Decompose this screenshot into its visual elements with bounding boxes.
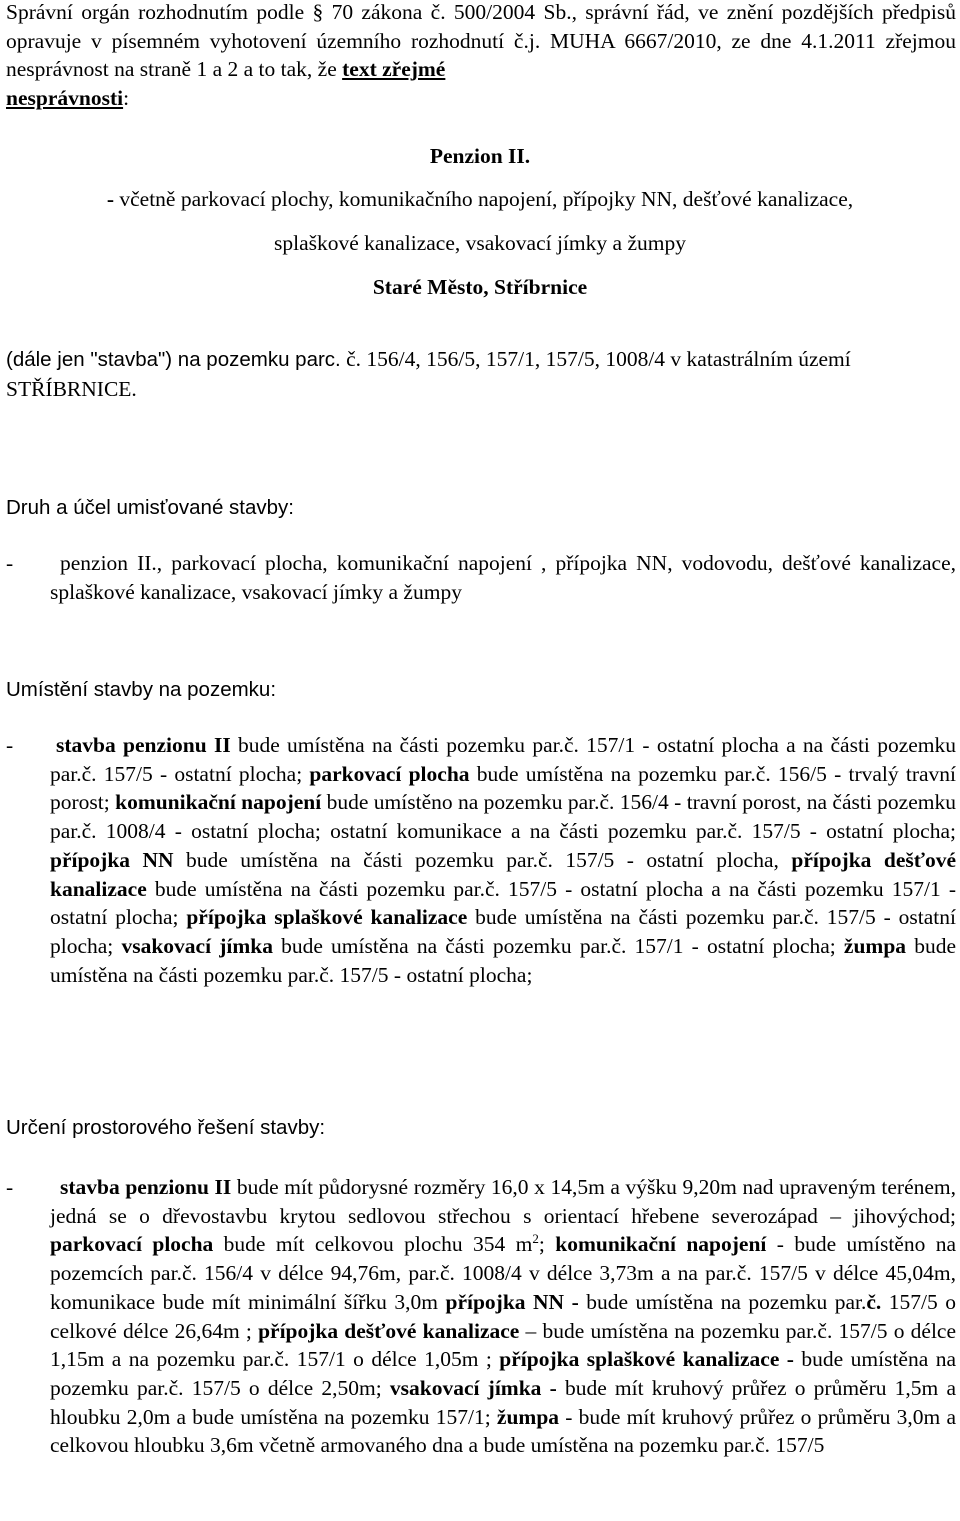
bold-term: komunikační napojení	[555, 1232, 767, 1257]
list-dash: -	[6, 551, 14, 575]
bold-term: č.	[866, 1289, 882, 1314]
text-run: 157/5 o celkové délce 26,64m ;	[50, 1289, 956, 1343]
parcels-paragraph	[6, 345, 956, 403]
druh-text: penzion II., parkovací plocha, komunikační napojení , přípojka NN, vodovodu, dešťové kanalizace, splaškové kanalizace, vsakovací jímky a žumpy	[50, 551, 956, 604]
bold-term: přípojka dešťové kanalizace	[50, 847, 956, 901]
bold-term: přípojka dešťové kanalizace	[258, 1318, 520, 1343]
bold-term: stavba penzionu II	[56, 733, 231, 757]
intro-text: Správní orgán rozhodnutím podle § 70 zákona č. 500/2004 Sb., správní řád, ve znění pozdějších předpisů opravuje v písemném vyhotovení územního rozhodnutí č.j. MUHA 6667/2010, ze dne 4.1.2011 zřejmou nesprávnost na straně 1 a 2 a to tak, že	[6, 0, 956, 82]
bold-term: přípojka splaškové kanalizace -	[499, 1347, 794, 1372]
bold-term: vsakovací jímka	[121, 933, 273, 958]
bold-term: komunikační napojení	[115, 790, 322, 815]
parcels-intro: (dále jen "stavba") na pozemku parc.	[6, 348, 341, 371]
section-heading-urceni: Určení prostorového řešení stavby:	[6, 1116, 326, 1139]
text-run: bude mít půdorysné rozměry 16,0 x 14,5m a výšku 9,20m nad upraveným terénem, jedná se o dřevostavbu krytou sedlovou střechou s orientací hřebene severozápad – jihovýchod;	[50, 1175, 957, 1228]
section-heading-druh: Druh a účel umisťované stavby:	[6, 496, 294, 519]
text-run: bude umístěna na části pozemku par.č. 157/5 - ostatní plocha;	[50, 933, 956, 987]
list-dash: -	[6, 733, 14, 757]
text-run: - bude umístěno na pozemcích par.č. 156/4 v délce 94,76m, par.č. 1008/4 v délce 3,73m a na par.č. 157/5 v délce 45,04m, komunikace bude mít minimální šířku 3,0m	[50, 1232, 957, 1314]
text-run: bude umístěna na pozemku par.č. 156/5 - trvalý travní porost;	[50, 761, 956, 815]
section-heading-umisteni: Umístění stavby na pozemku:	[6, 678, 277, 701]
building-subtitle-line1: - včetně parkovací plochy, komunikačního napojení, přípojky NN, dešťové kanalizace,	[106, 187, 854, 211]
bold-term: vsakovací jímka -	[389, 1375, 557, 1400]
text-run: bude umístěna na části pozemku par.č. 157/5 - ostatní plocha,	[173, 847, 792, 872]
bold-term: stavba penzionu II	[60, 1175, 232, 1199]
text-run: bude umístěna na části pozemku par.č. 157/1 - ostatní plocha;	[272, 933, 844, 958]
text-run: ;	[538, 1232, 556, 1257]
superscript: 2	[532, 1231, 539, 1247]
parcels-list: č. 156/4, 156/5, 157/1, 157/5, 1008/4 v katastrálním území STŘÍBRNICE.	[6, 347, 851, 401]
umisteni-text	[50, 731, 956, 989]
bold-term: žumpa	[843, 933, 907, 958]
building-location: Staré Město, Stříbrnice	[372, 275, 588, 299]
urceni-text	[50, 1173, 956, 1460]
bold-term: parkovací plocha	[309, 761, 470, 786]
correction-link-text: text zřejmé nesprávnosti	[6, 57, 446, 111]
text-run: bude umístěna na pozemku par.č. 157/5 o délce 2,50m;	[50, 1347, 956, 1400]
text-run: bude umístěna na části pozemku par.č. 157/5 - ostatní plocha a na části pozemku 157/1 - ostatní plocha;	[50, 876, 956, 930]
text-run: bude umístěno na pozemku par.č. 156/4 - travní porost, na části pozemku par.č. 1008/4 - ostatní plocha; ostatní komunikace a na části pozemku par.č. 157/5 - ostatní plocha;	[50, 790, 956, 844]
text-run: - bude mít kruhový průřez o průměru 3,0m a celkovou hloubku 3,6m včetně armovaného dna a bude umístěna na pozemku par.č. 157/5	[50, 1404, 956, 1458]
text-run: bude umístěna na části pozemku par.č. 157/5 - ostatní plocha;	[50, 905, 956, 958]
building-subtitle-line2: splaškové kanalizace, vsakovací jímky a žumpy	[274, 231, 686, 255]
text-run: bude mít celkovou plochu 354 m	[213, 1232, 533, 1257]
intro-paragraph: Správní orgán rozhodnutím podle § 70 zákona č. 500/2004 Sb., správní řád, ve znění pozdějších předpisů opravuje v písemném vyhotovení územního rozhodnutí č.j. MUHA 6667/2010, ze dne 4.1.2011 zřejmou nesprávnost na straně 1 a 2 a to tak, že text zřejmé nesprávnosti:	[6, 0, 956, 111]
text-run: bude umístěna na pozemku par.	[578, 1289, 867, 1314]
text-run: – bude umístěna na pozemku par.č. 157/5 o délce 1,15m a na pozemku par.č. 157/1 o délce 1,05m ;	[50, 1318, 957, 1372]
building-title: Penzion II.	[429, 144, 531, 168]
text-run: bude umístěna na části pozemku par.č. 157/1 - ostatní plocha a na části pozemku par.č. 157/5 - ostatní plocha;	[50, 733, 956, 786]
list-dash: -	[6, 1175, 14, 1199]
bold-term: přípojka NN -	[445, 1289, 579, 1314]
bold-term: žumpa	[496, 1404, 560, 1429]
bold-term: přípojka splaškové kanalizace	[186, 905, 468, 930]
bold-term: parkovací plocha	[50, 1232, 214, 1257]
text-run: bude mít kruhový průřez o průměru 1,5m a hloubku 2,0m a bude umístěna na pozemku 157/1;	[50, 1375, 957, 1429]
bold-term: přípojka NN	[50, 847, 174, 872]
